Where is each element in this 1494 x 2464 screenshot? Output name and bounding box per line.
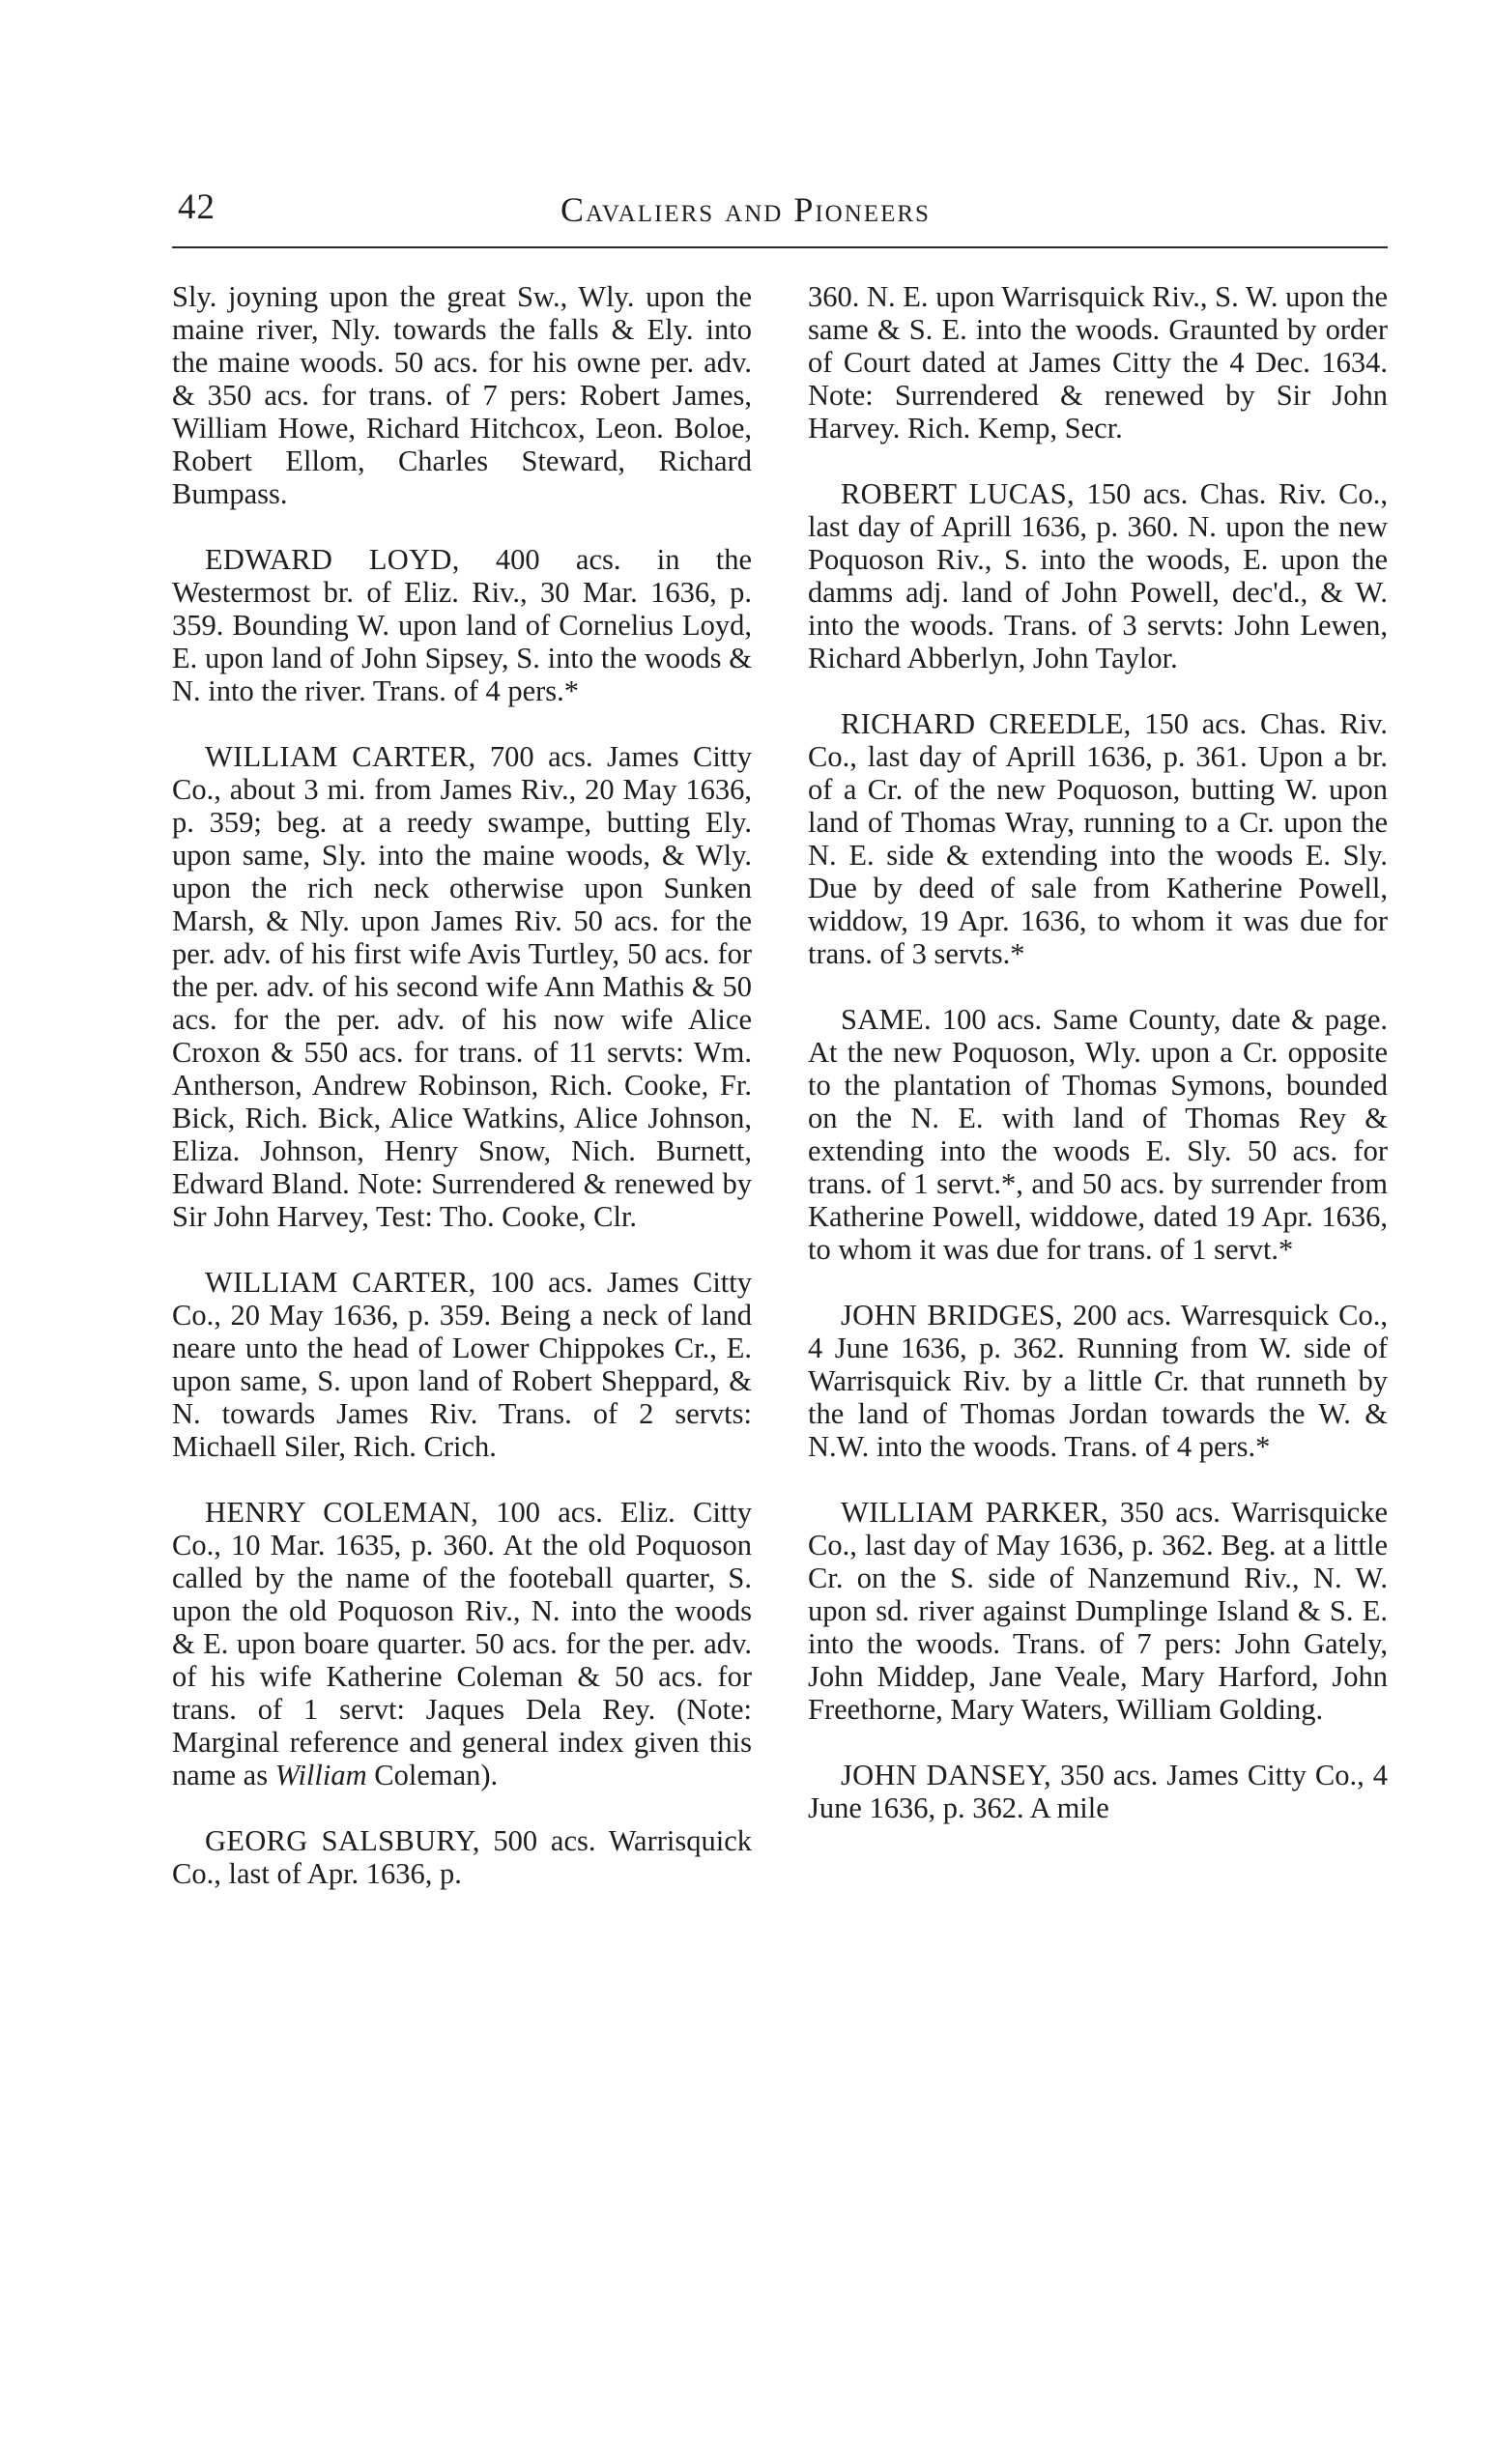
right-column [808, 280, 1388, 1824]
land-grant-entry [172, 740, 752, 1233]
land-grant-entry [172, 1266, 752, 1463]
land-grant-entry [172, 543, 752, 707]
page-number: 42 [178, 187, 215, 227]
italic-name: William [274, 1759, 367, 1791]
entry-text: 350 acs. James Citty Co., 4 June 1636, p. 362. A mile [808, 1759, 1388, 1824]
header-rule [172, 246, 1388, 248]
grantee-name: WILLIAM PARKER, [841, 1496, 1108, 1529]
entry-text: 700 acs. James Citty Co., about 3 mi. from James Riv., 20 May 1636, p. 359; beg. at a reedy swampe, butting Ely. upon same, Sly. into the maine woods, & Wly. upon the rich neck otherwise upon Sunken Marsh, & Nly. upon James Riv. 50 acs. for the per. adv. of his first wife Avis Turtley, 50 acs. for the per. adv. of his second wife Ann Mathis & 50 acs. for the per. adv. of his now wife Alice Croxon & 550 acs. for trans. of 11 servts: Wm. Antherson, Andrew Robinson, Rich. Cooke, Fr. Bick, Rich. Bick, Alice Watkins, Alice Johnson, Eliza. Johnson, Henry Snow, Nich. Burnett, Edward Bland. Note: Surrendered & renewed by Sir John Harvey, Test: Tho. Cooke, Clr. [172, 740, 753, 1233]
land-grant-entry [808, 707, 1388, 970]
entry-text: 150 acs. Chas. Riv. Co., last day of Aprill 1636, p. 360. N. upon the new Poquoson Riv., S. into the woods, E. upon the damms adj. land of John Powell, dec'd., & W. into the woods. Trans. of 3 servts: John Lewen, Richard Abberlyn, John Taylor. [808, 477, 1389, 674]
land-grant-entry [172, 280, 752, 510]
running-title: Cavaliers and Pioneers [560, 190, 931, 229]
entry-text: 350 acs. Warrisquicke Co., last day of May 1636, p. 362. Beg. at a little Cr. on the S. side of Nanzemund Riv., N. W. upon sd. river against Dumplinge Island & S. E. into the woods. Trans. of 7 pers: John Gately, John Middep, Jane Veale, Mary Harford, John Freethorne, Mary Waters, William Golding. [808, 1496, 1389, 1726]
land-grant-entry [808, 280, 1388, 444]
land-grant-entry [172, 1496, 752, 1791]
grantee-name: GEORG SALSBURY, [205, 1824, 480, 1857]
entry-text: 100 acs. Same County, date & page. At the new Poquoson, Wly. upon a Cr. opposite to the plantation of Thomas Symons, bounded on the N. E. with land of Thomas Rey & extending into the woods E. Sly. 50 acs. for trans. of 1 servt.*, and 50 acs. by surrender from Katherine Powell, widdowe, dated 19 Apr. 1636, to whom it was due for trans. of 1 servt.* [808, 1003, 1388, 1266]
grantee-name: ROBERT LUCAS, [841, 477, 1075, 510]
grantee-name: HENRY COLEMAN, [205, 1496, 479, 1529]
entry-text: Sly. joyning upon the great Sw., Wly. upon the maine river, Nly. towards the falls & Ely. into the maine woods. 50 acs. for his owne per. adv. & 350 acs. for trans. of 7 pers: Robert James, William Howe, Richard Hitchcox, Leon. Boloe, Robert Ellom, Charles Steward, Richard Bumpass. [172, 280, 752, 510]
entry-text: 150 acs. Chas. Riv. Co., last day of Aprill 1636, p. 361. Upon a br. of a Cr. of the new Poquoson, butting W. upon land of Thomas Wray, running to a Cr. upon the N. E. side & extending into the woods E. Sly. Due by deed of sale from Katherine Powell, widdow, 19 Apr. 1636, to whom it was due for trans. of 3 servts.* [808, 707, 1388, 970]
grantee-name: WILLIAM CARTER, [205, 740, 476, 773]
grantee-name: SAME. [841, 1003, 932, 1036]
entry-text-tail: Coleman). [366, 1759, 499, 1791]
land-grant-entry [172, 1824, 752, 1890]
grantee-name: EDWARD LOYD, [205, 543, 460, 576]
entry-text: 200 acs. Warresquick Co., 4 June 1636, p. 362. Running from W. side of Warrisquick Riv. by a little Cr. that runneth by the land of Thomas Jordan towards the W. & N.W. into the woods. Trans. of 4 pers.* [808, 1299, 1388, 1463]
grantee-name: JOHN DANSEY, [841, 1759, 1051, 1791]
entry-text: 500 acs. Warrisquick Co., last of Apr. 1636, p. [172, 1824, 752, 1890]
land-grant-entry [808, 477, 1388, 674]
land-grant-entry [808, 1299, 1388, 1463]
land-grant-entry [808, 1759, 1388, 1824]
grantee-name: WILLIAM CARTER, [205, 1266, 476, 1299]
land-grant-entry [808, 1496, 1388, 1726]
entry-text: 400 acs. in the Westermost br. of Eliz. Riv., 30 Mar. 1636, p. 359. Bounding W. upon land of Cornelius Loyd, E. upon land of John Sipsey, S. into the woods & N. into the river. Trans. of 4 pers.* [172, 543, 752, 707]
entry-text: 100 acs. Eliz. Citty Co., 10 Mar. 1635, p. 360. At the old Poquoson called by the name of the footeball quarter, S. upon the old Poquoson Riv., N. into the woods & E. upon boare quarter. 50 acs. for the per. adv. of his wife Katherine Coleman & 50 acs. for trans. of 1 servt: Jaques Dela Rey. (Note: Marginal reference and general index given this name as [172, 1496, 752, 1791]
grantee-name: JOHN BRIDGES, [841, 1299, 1063, 1332]
land-grant-entry [808, 1003, 1388, 1266]
left-column [172, 280, 752, 1890]
grantee-name: RICHARD CREEDLE, [841, 707, 1132, 740]
entry-text: 360. N. E. upon Warrisquick Riv., S. W. upon the same & S. E. into the woods. Graunted by order of Court dated at James Citty the 4 Dec. 1634. Note: Surrendered & renewed by Sir John Harvey. Rich. Kemp, Secr. [808, 280, 1388, 444]
entry-text: 100 acs. James Citty Co., 20 May 1636, p. 359. Being a neck of land neare unto the head of Lower Chippokes Cr., E. upon same, S. upon land of Robert Sheppard, & N. towards James Riv. Trans. of 2 servts: Michaell Siler, Rich. Crich. [172, 1266, 753, 1463]
